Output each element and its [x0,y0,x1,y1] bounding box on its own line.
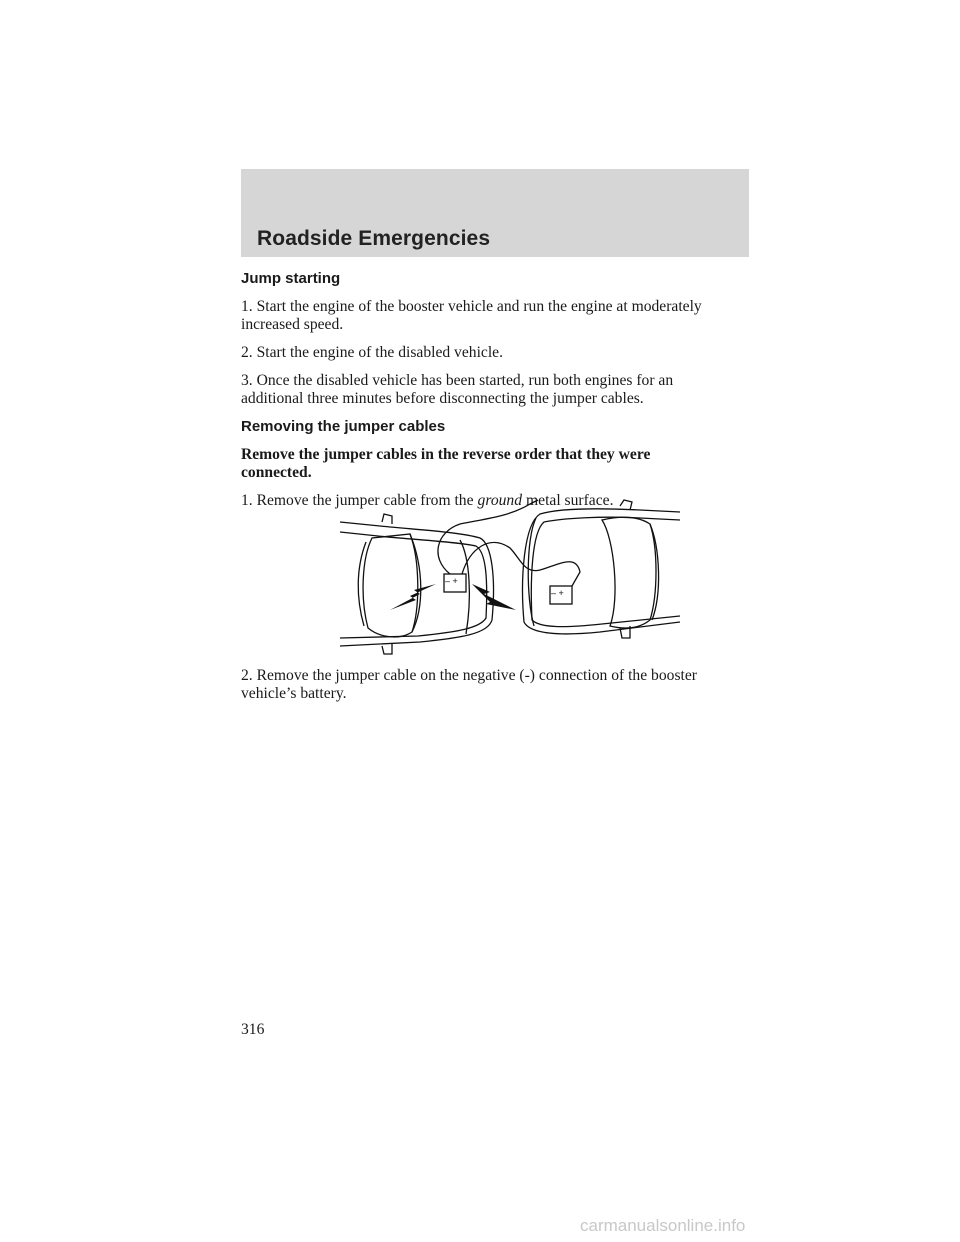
removal-step-2: 2. Remove the jumper cable on the negative (-) connection of the booster vehicle’s battery. [241,667,697,702]
jump-step-3: 3. Once the disabled vehicle has been started, run both engines for an additional three minutes before disconnecting the jumper cables. [241,372,674,407]
removal-step-1-ground: ground [477,492,523,509]
main-content [241,270,711,520]
disabled-battery [444,574,466,592]
jump-step-2: 2. Start the engine of the disabled vehicle. [241,344,503,361]
booster-vehicle-illustration [523,500,680,638]
removal-step-1-prefix: 1. Remove the jumper cable from the [241,492,474,509]
removing-cables-heading: Removing the jumper cables [241,418,446,435]
spark-icon [390,584,436,610]
jumper-cable-diagram [340,498,680,660]
removal-warning: Remove the jumper cables in the reverse order that they were connected. [241,446,651,481]
removal-step-1-suffix: metal surface. [526,492,614,509]
disabled-vehicle-illustration [340,514,494,654]
jump-starting-heading: Jump starting [241,270,341,287]
booster-battery-terminals: – + [551,588,564,598]
section-header-band [241,169,749,257]
section-title: Roadside Emergencies [257,227,491,250]
jump-step-1: 1. Start the engine of the booster vehicle and run the engine at moderately increased speed. [241,298,702,333]
booster-battery [550,586,572,604]
watermark: carmanualsonline.info [580,1216,746,1235]
disabled-battery-terminals: – + [445,576,458,586]
page-number: 316 [241,1021,265,1038]
